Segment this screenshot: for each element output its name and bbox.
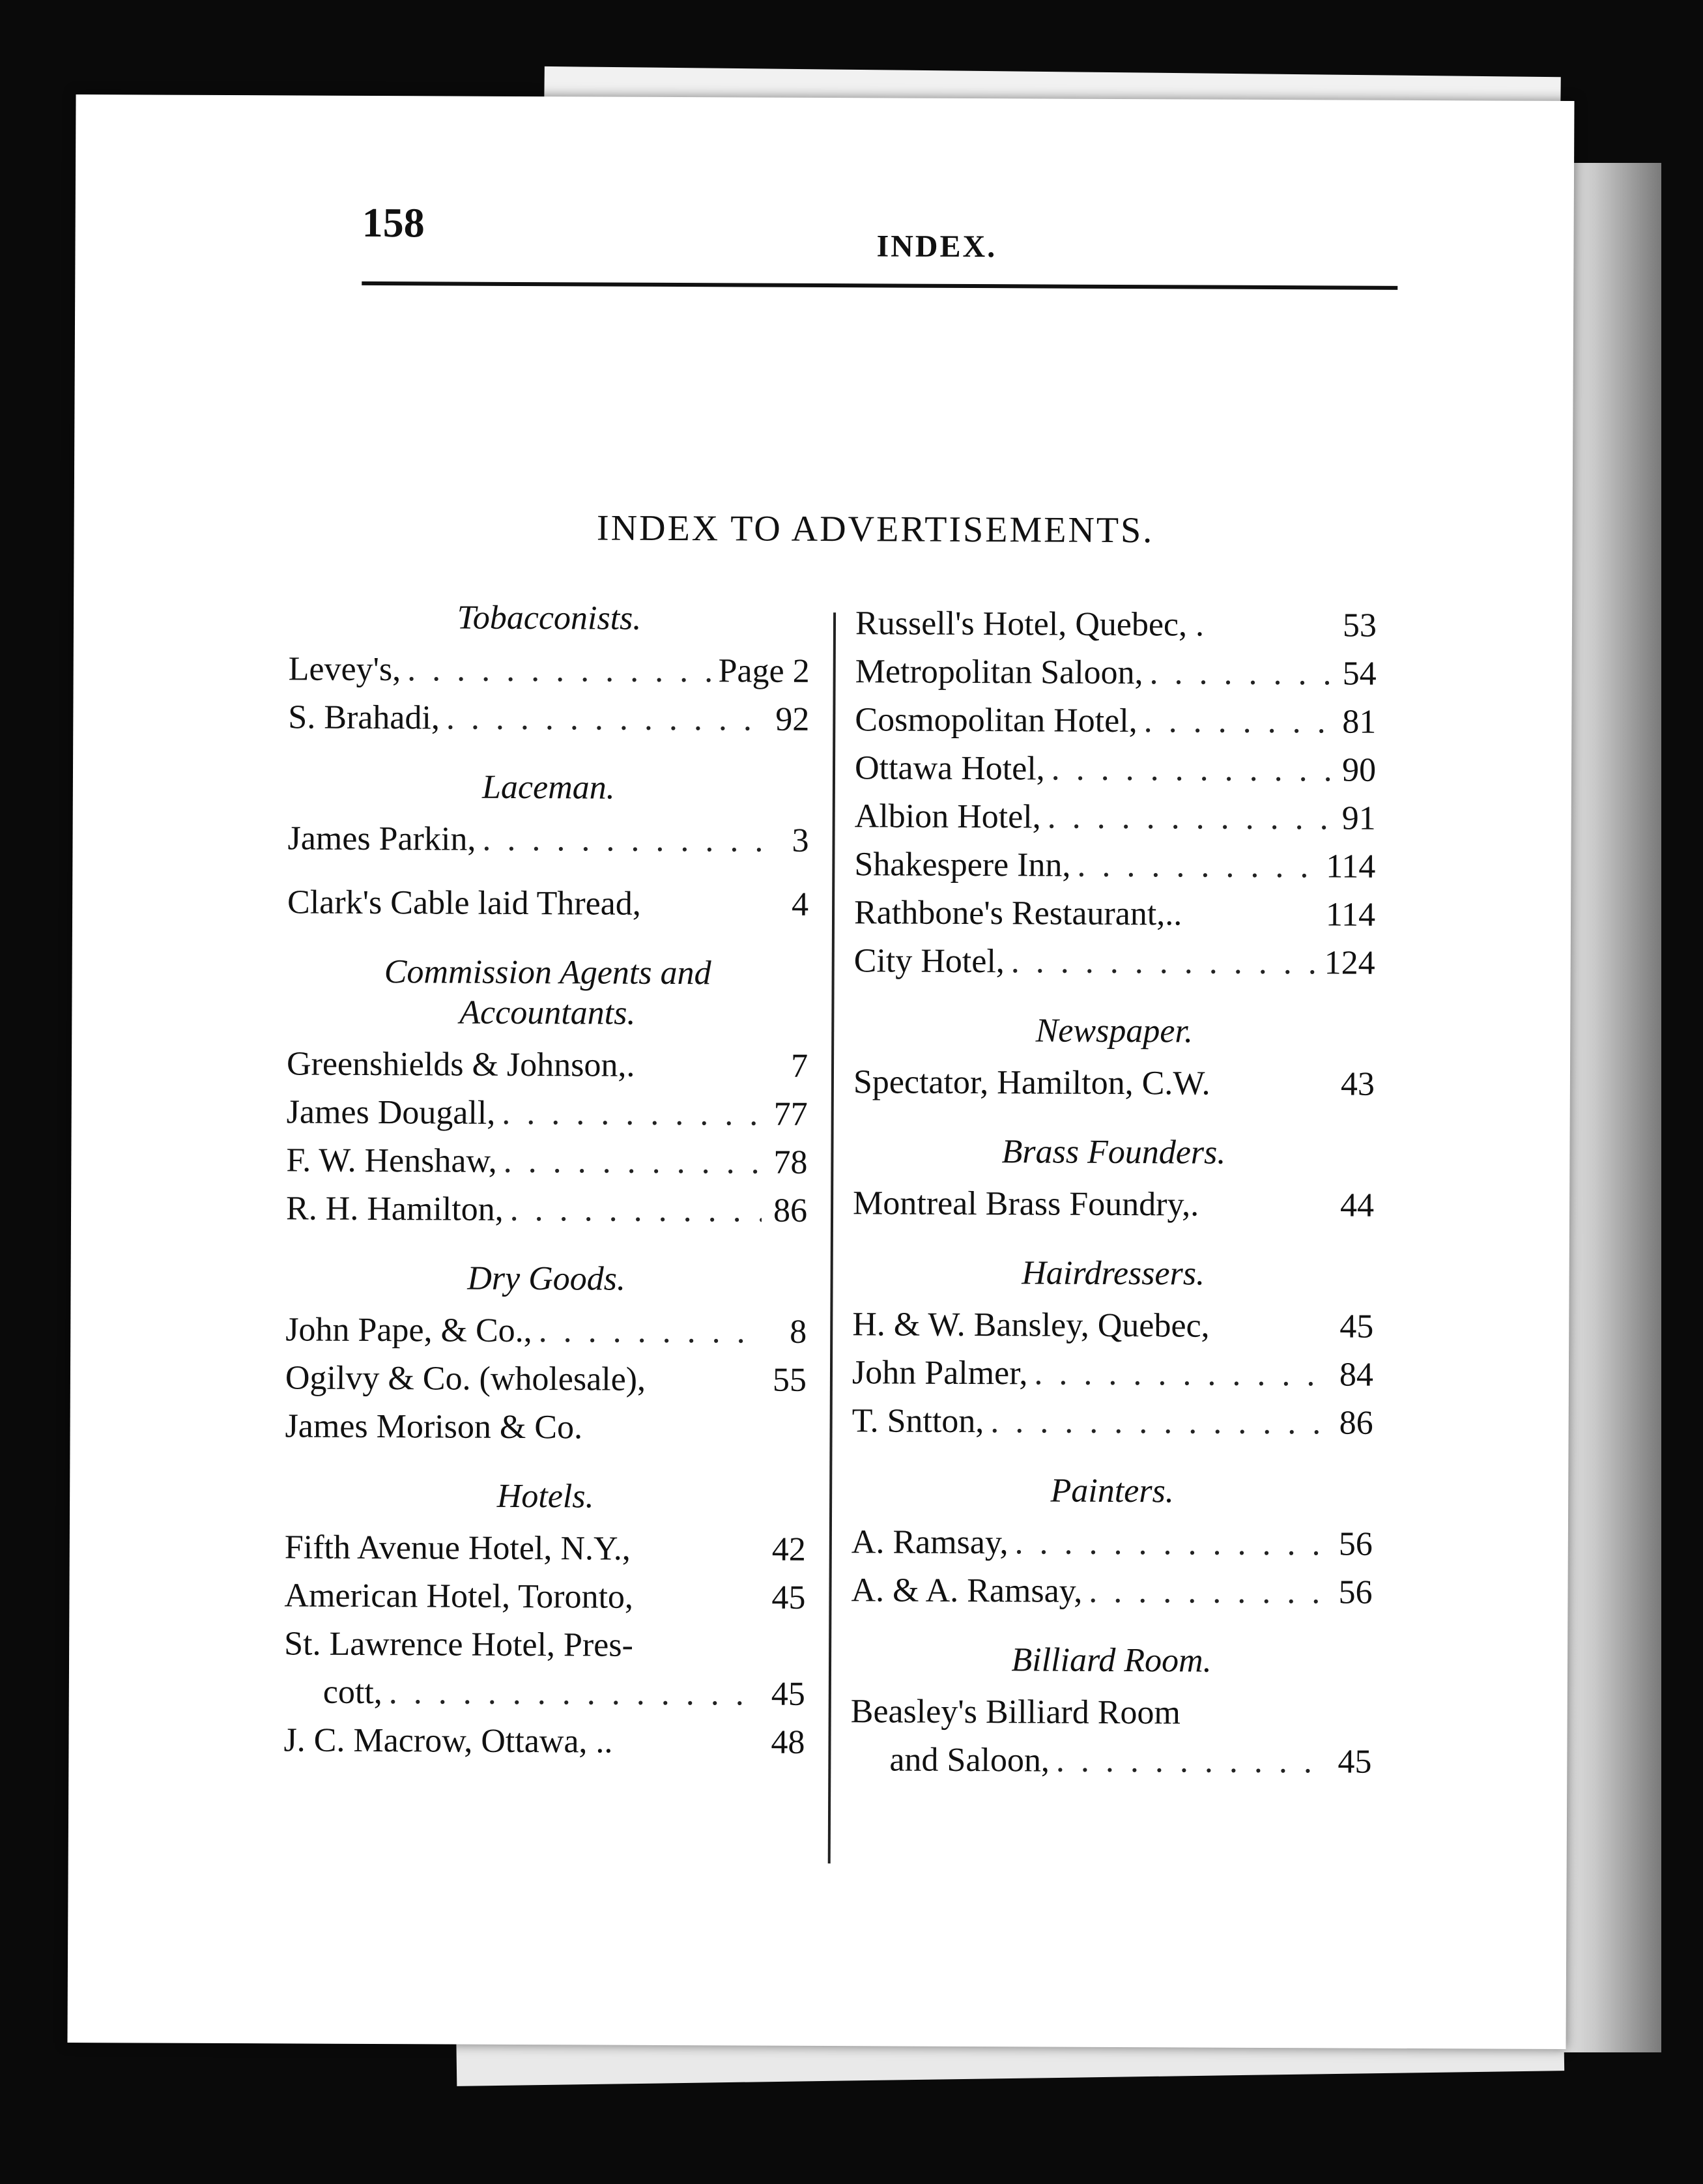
leader-dots bbox=[407, 646, 712, 695]
index-entry: American Hotel, Toronto, 45 bbox=[284, 1577, 806, 1616]
index-entry: T. Sntton, . . . 86 bbox=[852, 1397, 1373, 1447]
index-entry: St. Lawrence Hotel, Pres- bbox=[284, 1625, 633, 1664]
index-entry: A. & A. Ramsay, . . . 56 bbox=[851, 1566, 1372, 1616]
index-entry: S. Brahadi, . . . 92 bbox=[288, 693, 809, 743]
index-entry: James Dougall, . . . 77 bbox=[287, 1088, 808, 1138]
index-entry: J. C. Macrow, Ottawa, .. 48 bbox=[283, 1721, 805, 1761]
leader-dots bbox=[539, 1307, 762, 1356]
category-heading: Commission Agents and Accountants. bbox=[384, 953, 711, 1032]
page-number: 158 bbox=[362, 199, 425, 246]
leader-dots bbox=[1089, 1568, 1326, 1617]
leader-dots bbox=[446, 694, 764, 743]
index-entry: Montreal Brass Foundry,. 44 bbox=[852, 1185, 1375, 1224]
leader-dots bbox=[1056, 1737, 1326, 1787]
index-entry: cott, . . . 45 bbox=[284, 1668, 805, 1718]
index-entry: James Morison & Co. bbox=[285, 1407, 583, 1446]
right-column bbox=[850, 599, 1377, 1786]
leader-dots bbox=[1034, 1349, 1328, 1399]
index-entry: Ogilvy & Co. (wholesale), 55 bbox=[285, 1359, 807, 1399]
running-head-title: INDEX. bbox=[876, 229, 997, 265]
index-entry: Beasley's Billiard Room bbox=[850, 1693, 1181, 1732]
leader-dots bbox=[502, 1089, 762, 1139]
index-entry: and Saloon, . . . 45 bbox=[850, 1736, 1371, 1786]
index-entry: Metropolitan Saloon, . . . 54 bbox=[855, 648, 1377, 698]
index-entry: Greenshields & Johnson,. 7 bbox=[286, 1045, 809, 1085]
index-entry: Cosmopolitan Hotel, . . . 81 bbox=[855, 696, 1376, 746]
category-heading: Laceman. bbox=[481, 768, 615, 807]
running-head bbox=[362, 194, 1470, 354]
category-heading: Tobacconists. bbox=[457, 599, 642, 637]
category-heading: Hairdressers. bbox=[1022, 1254, 1205, 1293]
leader-dots bbox=[1149, 649, 1330, 698]
leader-dots bbox=[389, 1669, 760, 1718]
index-entry: A. Ramsay, . . . 56 bbox=[852, 1518, 1373, 1568]
index-entry: Fifth Avenue Hotel, N.Y., 42 bbox=[284, 1529, 806, 1568]
leader-dots bbox=[482, 816, 763, 865]
leader-dots bbox=[990, 1398, 1328, 1447]
index-entry: R. H. Hamilton, . . . 86 bbox=[286, 1185, 807, 1235]
index-entry: Rathbone's Restaurant,.. 114 bbox=[853, 894, 1376, 934]
index-entry: Albion Hotel, . . . 91 bbox=[855, 792, 1376, 842]
index-entry: John Pape, & Co., . . . 8 bbox=[285, 1306, 807, 1356]
head-rule bbox=[362, 281, 1397, 290]
leader-dots bbox=[1077, 842, 1319, 891]
index-entry: Ottawa Hotel, . . . 90 bbox=[855, 744, 1376, 794]
index-entry: City Hotel, . . . 124 bbox=[854, 937, 1375, 987]
leader-dots bbox=[1052, 745, 1331, 795]
leader-dots bbox=[1011, 938, 1318, 987]
section-title: INDEX TO ADVERTISEMENTS. bbox=[596, 508, 1154, 551]
leader-dots bbox=[510, 1186, 762, 1235]
leader-dots bbox=[503, 1138, 762, 1187]
book-page bbox=[67, 94, 1574, 2049]
index-entry: James Parkin, . . . 3 bbox=[287, 814, 809, 865]
index-entry: Russell's Hotel, Quebec, . 53 bbox=[855, 605, 1377, 644]
category-heading: Dry Goods. bbox=[467, 1259, 626, 1298]
index-entry: F. W. Henshaw, . . . 78 bbox=[286, 1136, 807, 1186]
index-entry: Clark's Cable laid Thread, 4 bbox=[287, 884, 809, 923]
left-column bbox=[283, 597, 810, 1766]
leader-dots bbox=[1048, 794, 1330, 843]
index-entry: Shakespere Inn, . . . 114 bbox=[854, 841, 1375, 891]
index-entry: John Palmer, . . . 84 bbox=[852, 1349, 1373, 1399]
leader-dots bbox=[1014, 1519, 1327, 1568]
index-entry: H. & W. Bansley, Quebec, 45 bbox=[852, 1306, 1374, 1345]
category-heading: Painters. bbox=[1050, 1472, 1174, 1510]
category-heading: Brass Founders. bbox=[1001, 1133, 1226, 1171]
column-divider bbox=[828, 612, 836, 1863]
leader-dots bbox=[1144, 697, 1331, 746]
index-entry: Spectator, Hamilton, C.W. 43 bbox=[853, 1063, 1375, 1103]
category-heading: Newspaper. bbox=[1035, 1012, 1194, 1050]
category-heading: Billiard Room. bbox=[1011, 1641, 1212, 1680]
index-entry: Levey's, . . . Page 2 bbox=[289, 645, 810, 695]
category-heading: Hotels. bbox=[496, 1477, 594, 1516]
